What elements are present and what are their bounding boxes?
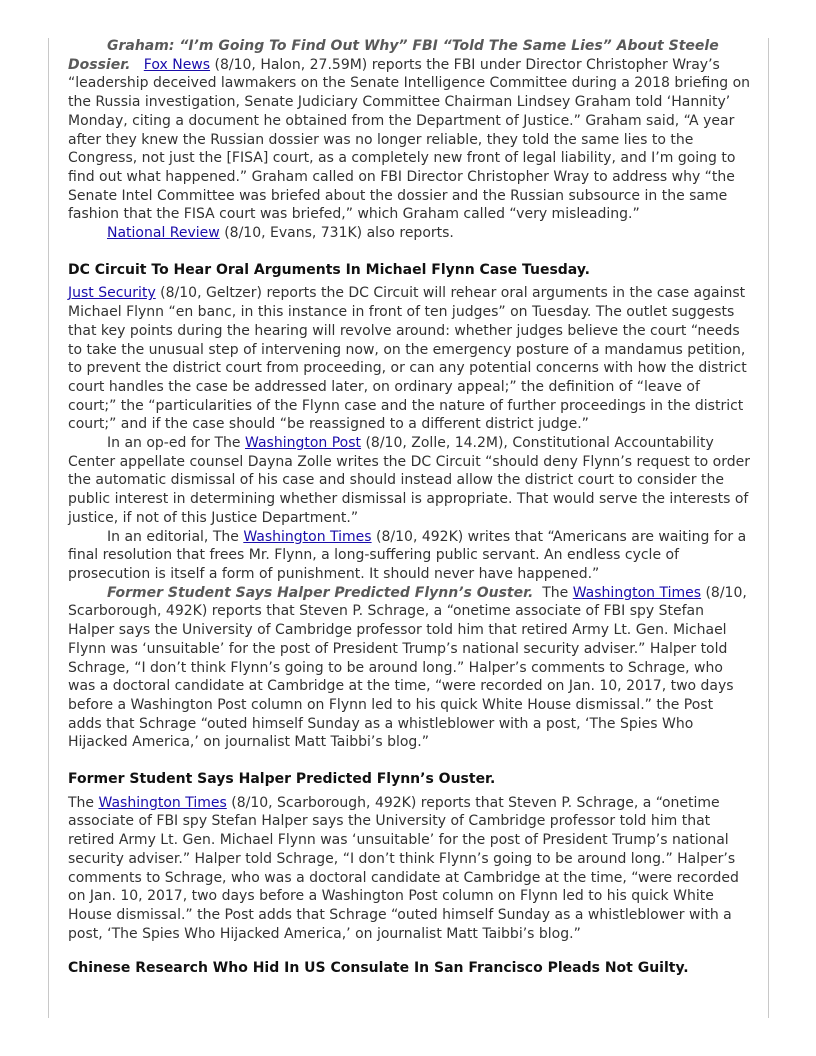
washington-times-link-2[interactable]: Washington Times [572,584,702,601]
dc-circuit-text-4: (8/10, Scarborough, 492K) reports that Steven P. Schrage, a “onetime associate of FBI spy Stefan Halper says the University of Cambridge professor told him that retired Army Lt. Gen. Michael Flynn was ‘unsuitable’ for the post of President Trump’s national security adviser.” Halper told Schrage, “I don’t think Flynn’s going to be around long.” Halper’s comments to Schrage, who was a doctoral candidate at Cambridge at the time, “were recorded on Jan. 10, 2017, two days before a Washington Post column on Flynn led to his quick White House dismissal.” the Post adds that Schrage “outed himself Sunday as a whistleblower with a post, ‘The Spies Who Hijacked America,’ on journalist Matt Taibbi’s blog.” [68,584,747,751]
national-review-text: (8/10, Evans, 731K) also reports. [219,225,454,242]
national-review-paragraph [68,224,750,243]
graham-paragraph [68,37,750,224]
fox-news-link[interactable]: Fox News [143,56,211,73]
halper-pre: The [68,794,99,811]
halper-text: (8/10, Scarborough, 492K) reports that Steven P. Schrage, a “onetime associate of FBI spy Stefan Halper says the University of Cambridge professor told him that retired Army Lt. Gen. Michael Flynn was ‘unsuitable’ for the post of President Trump’s national security adviser.” Halper told Schrage, “I don’t think Flynn’s going to be around long.” Halper’s comments to Schrage, who was a doctoral candidate at Cambridge at the time, “were recorded on Jan. 10, 2017, two days before a Washington Post column on Flynn led to his quick White House dismissal.” the Post adds that Schrage “outed himself Sunday as a whistleblower with a post, ‘The Spies Who Hijacked America,’ on journalist Matt Taibbi’s blog.” [68,794,739,942]
chinese-research-headline: Chinese Research Who Hid In US Consulate In San Francisco Pleads Not Guilty. [68,960,689,977]
graham-lead: Graham: “I’m Going To Find Out Why” FBI “Told The Same Lies” About Steele Dossier. [68,38,719,73]
just-security-link[interactable]: Just Security [68,285,156,302]
page-border-left [48,38,49,1018]
halper-inline-lead: Former Student Says Halper Predicted Flynn’s Ouster. [107,584,534,601]
washington-times-link-1[interactable]: Washington Times [243,528,372,545]
document-body [68,37,750,978]
washington-times-link-3[interactable]: Washington Times [98,794,227,811]
dc-circuit-pre-3: In an editorial, The [107,528,244,545]
dc-circuit-text-2: (8/10, Zolle, 14.2M), Constitutional Accountability Center appellate counsel Dayna Zolle writes the DC Circuit “should deny Flynn’s request to order the automatic dismissal of his case and should instead allow the district court to consider the public interest in determining whether dismissal is appropriate. That would serve the interests of justice, if not of this Justice Department.” [68,435,751,526]
dc-circuit-paragraph-2 [68,434,750,528]
dc-circuit-headline: DC Circuit To Hear Oral Arguments In Michael Flynn Case Tuesday. [68,261,590,278]
dc-circuit-pre-4: The [533,584,573,601]
halper-paragraph [68,794,750,944]
dc-circuit-paragraph-3 [68,528,750,584]
dc-circuit-paragraph-1 [68,284,750,434]
graham-body: (8/10, Halon, 27.59M) reports the FBI under Director Christopher Wray’s “leadership deceived lawmakers on the Senate Intelligence Committee during a 2018 briefing on the Russia investigation, Senate Judiciary Committee Chairman Lindsey Graham told ‘Hannity’ Monday, citing a document he obtained from the Department of Justice.” Graham said, “A year after they knew the Russian dossier was no longer reliable, they told the same lies to the Congress, not just the [FISA] court, as a completely new front of legal liability, and I’m going to find out what happened.” Graham called on FBI Director Christopher Wray to address why “the Senate Intel Committee was briefed about the dossier and the Russian subsource in the same fashion that the FISA court was briefed,” which Graham called “very misleading.” [68,56,751,223]
dc-circuit-paragraph-4 [68,584,750,752]
dc-circuit-pre-2: In an op-ed for The [107,435,245,452]
halper-headline: Former Student Says Halper Predicted Flynn’s Ouster. [68,771,496,788]
washington-post-link[interactable]: Washington Post [245,435,362,452]
dc-circuit-text-1: (8/10, Geltzer) reports the DC Circuit will rehear oral arguments in the case against Michael Flynn “en banc, in this instance in front of ten judges” on Tuesday. The outlet suggests that key points during the hearing will revolve around: whether judges believe the court “needs to take the unusual step of intervening now, on the emergency posture of a mandamus petition, to prevent the district court from proceeding, or can any potential concerns with how the district court handles the case be addressed later, on ordinary appeal;” the definition of “leave of court;” the “particularities of the Flynn case and the nature of further proceedings in the district court;” and if the case should “be reassigned to a different district judge.” [68,285,747,433]
dc-circuit-text-3: (8/10, 492K) writes that “Americans are waiting for a final resolution that frees Mr. Flynn, a long-suffering public servant. An endless cycle of prosecution is itself a form of punishment. It should never have happened.” [68,528,747,582]
page-border-right [768,38,769,1018]
national-review-link[interactable]: National Review [107,225,220,242]
